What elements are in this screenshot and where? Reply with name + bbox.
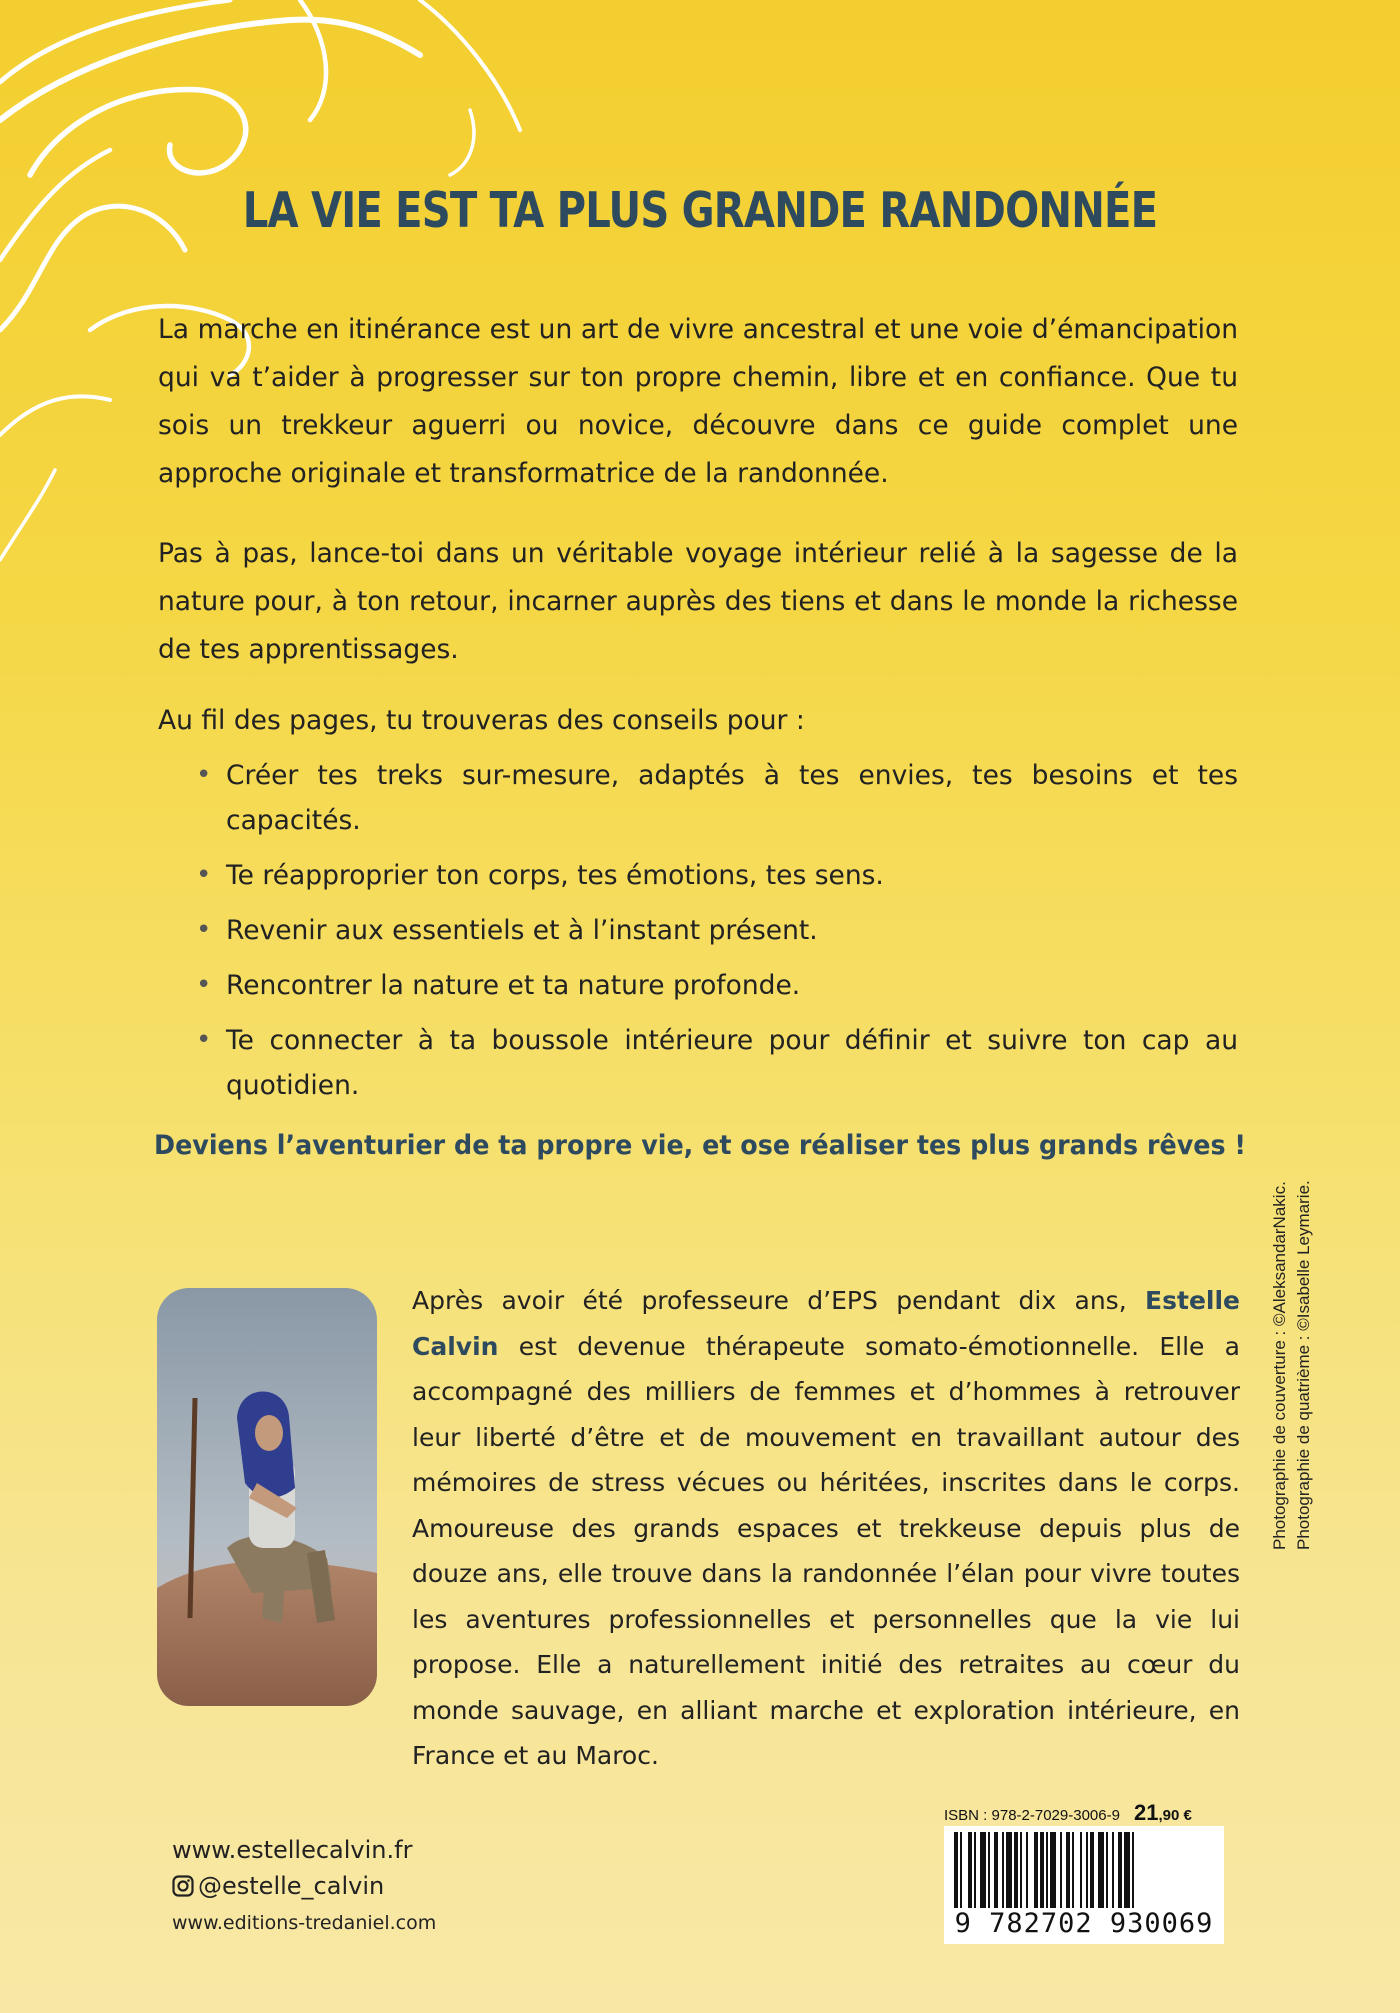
barcode-icon — [944, 1826, 1224, 1914]
bio-text: est devenue thérapeute somato-émotionnelle. Elle a accompagné des milliers de femmes et d’hommes à retrouver leur liberté d’être et de mouvement en travaillant autour des mémoires de stress vécues ou héritées, inscrites dans le corps. Amoureuse des grands espaces et trekkeuse depuis plus de douze ans, elle trouve dans la randonnée l’élan pour vivre toutes les aventures professionnelles et personnelles que la vie lui propose. Elle a naturellement initié des retraites au cœur du monde sauvage, en alliant marche et exploration intérieure, en France et au Maroc. — [412, 1331, 1240, 1770]
list-item: • Te réapproprier ton corps, tes émotions, tes sens. — [158, 853, 1238, 898]
price-cents: ,90 € — [1158, 1807, 1192, 1824]
page-title: LA VIE EST TA PLUS GRANDE RANDONNÉE — [242, 182, 1158, 239]
author-name: Estelle Calvin — [412, 1286, 1240, 1361]
barcode-digits: 9 782702 930069 — [954, 1908, 1214, 1939]
tagline: Deviens l’aventurier de ta propre vie, et ose réaliser tes plus grands rêves ! — [154, 1130, 1246, 1161]
isbn-block — [944, 1800, 1224, 1944]
cover-photo-credit: Photographie de couverture : ©AleksandarNakic. — [1270, 1181, 1289, 1550]
description-paragraph-1: La marche en itinérance est un art de vivre ancestral et une voie d’émancipation qui va t’aider à progresser sur ton propre chemin, libre et en confiance. Que tu sois un trekkeur aguerri ou novice, découvre dans ce guide complet une approche originale et transformatrice de la randonnée. — [158, 314, 1238, 489]
isbn-price-line — [944, 1800, 1224, 1826]
instagram-handle: @estelle_calvin — [198, 1872, 385, 1900]
photo-credits — [1268, 1130, 1348, 1550]
isbn-label: ISBN : 978-2-7029-3006-9 — [944, 1807, 1120, 1824]
bullet-intro: Au fil des pages, tu trouveras des conseils pour : — [158, 705, 805, 736]
author-photo — [157, 1288, 377, 1706]
list-item: • Rencontrer la nature et ta nature profonde. — [158, 963, 1238, 1008]
instagram-link[interactable] — [172, 1868, 436, 1904]
contact-links — [172, 1832, 436, 1942]
author-bio — [412, 1278, 1240, 1779]
price-main: 21 — [1133, 1800, 1159, 1825]
back-photo-credit: Photographie de quatrième : ©Isabelle Leymarie. — [1294, 1180, 1313, 1550]
advice-list — [158, 753, 1238, 1118]
description-paragraph-2: Pas à pas, lance-toi dans un véritable voyage intérieur relié à la sagesse de la nature pour, à ton retour, incarner auprès des tiens et dans le monde la richesse de tes apprentissages. — [158, 538, 1238, 665]
barcode — [944, 1826, 1224, 1944]
website-link[interactable]: www.estellecalvin.fr — [172, 1836, 413, 1864]
list-item: • Te connecter à ta boussole intérieure pour définir et suivre ton cap au quotidien. — [158, 1018, 1238, 1108]
publisher-link[interactable]: www.editions-tredaniel.com — [172, 1912, 437, 1934]
instagram-icon — [172, 1875, 194, 1897]
swirl-decoration-icon — [0, 0, 600, 600]
list-item: • Revenir aux essentiels et à l’instant présent. — [158, 908, 1238, 953]
list-item: • Créer tes treks sur-mesure, adaptés à tes envies, tes besoins et tes capacités. — [158, 753, 1238, 843]
bio-text: Après avoir été professeure d’EPS pendant dix ans, — [412, 1286, 1146, 1315]
price — [1134, 1800, 1192, 1825]
